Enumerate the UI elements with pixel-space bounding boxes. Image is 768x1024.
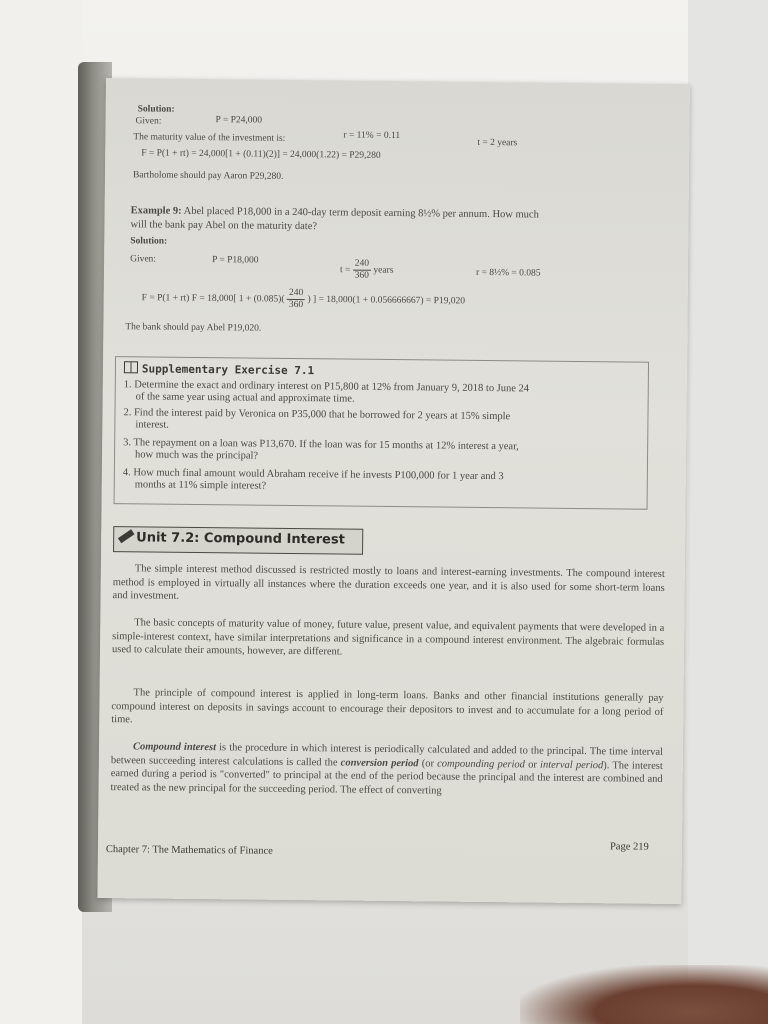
compound-formula	[142, 286, 466, 312]
exercise-item-cont: months at 11% simple interest?	[134, 479, 267, 492]
chapter-footer: Chapter 7: The Mathematics of Finance	[105, 844, 273, 857]
term-interval-period: interval period	[539, 759, 604, 771]
term-compound-interest: Compound interest	[132, 741, 217, 754]
given-rate: r = 11% = 0.11	[343, 130, 401, 142]
formula-part-a: F = P(1 + rt) F = 18,000[ 1 + (0.085)(	[141, 293, 285, 305]
solution-conclusion-2: The bank should pay Abel P19,020.	[125, 322, 262, 334]
page-number: Page 219	[609, 841, 649, 853]
solution-heading: Solution:	[137, 104, 175, 115]
unit-heading-box	[113, 526, 363, 555]
supplementary-title	[124, 361, 314, 377]
background-right	[688, 0, 768, 1024]
given-principal: P = P24,000	[215, 115, 263, 126]
paragraph-4-text-c: or	[524, 758, 541, 771]
supplementary-exercise-box	[114, 356, 650, 510]
formula-fraction	[287, 288, 305, 311]
exercise-item: 1. Determine the exact and ordinary interest on P15,800 at 12% from January 9, 2018 to June 24	[123, 379, 530, 395]
term-conversion-period: conversion period	[340, 756, 419, 769]
time-numerator: 240	[353, 259, 371, 271]
maturity-formula: F = P(1 + rt) = 24,000[1 + (0.11)(2)] = 24,000(1.22) = P29,280	[141, 148, 381, 161]
paragraph-2: The basic concepts of maturity value of money, future value, present value, and equivalent payments that were developed in a simple-interest context, have similar interpretations and significance in a compound interest environment. The algebraic formulas used to calculate their amounts, however, are different.	[111, 617, 665, 658]
example-text-line2: will the bank pay Abel on the maturity date?	[130, 219, 318, 233]
solution-conclusion: Bartholome should pay Aaron P29,280.	[132, 170, 284, 182]
given-time-2	[340, 258, 394, 282]
pencil-icon	[118, 529, 135, 543]
given-label: Given:	[135, 116, 162, 127]
paragraph-4-text-d: ). The interest earned during a period is "converted" to principal at the end of the period because the principal and the interest are combined and treated as the new principal for the succeeding period. The effect of converting	[110, 759, 663, 797]
exercise-item-cont: how much was the principal?	[134, 449, 259, 462]
time-prefix: t =	[339, 265, 351, 276]
example-label: Example 9:	[130, 205, 182, 217]
exercise-item-cont: interest.	[135, 419, 169, 431]
paragraph-4-text-b: (or	[418, 757, 438, 770]
unit-title: Unit 7.2: Compound Interest	[136, 530, 345, 548]
maturity-text: The maturity value of the investment is:	[133, 132, 286, 144]
exercise-item: 3. The repayment on a loan was P13,670. If the loan was for 15 months at 12% interest a year,	[123, 437, 519, 453]
given-label-2: Given:	[130, 254, 157, 265]
example-9-text	[130, 204, 670, 238]
given-rate-2: r = 8½% = 0.085	[475, 267, 541, 279]
time-suffix: years	[373, 265, 394, 276]
book-page	[97, 78, 690, 904]
paragraph-4	[111, 740, 664, 800]
exercise-item-cont: of the same year using actual and approximate time.	[135, 391, 355, 405]
background-left	[0, 0, 82, 1024]
solution-heading-2: Solution:	[130, 236, 168, 247]
supplementary-title-text: Supplementary Exercise 7.1	[141, 362, 315, 378]
term-compounding-period: compounding period	[437, 758, 525, 770]
time-denominator: 360	[354, 270, 369, 281]
example-text-line1: Abel placed P18,000 in a 240-day term deposit earning 8½% per annum. How much	[183, 205, 539, 221]
given-principal-2: P = P18,000	[212, 255, 259, 266]
book-icon	[124, 361, 138, 373]
paragraph-1: The simple interest method discussed is restricted mostly to loans and interest-earning investments. The compound interest method is employed in virtually all instances where the duration exceeds one year, and it is also used for some short-term loans and investment.	[112, 563, 665, 602]
formula-denominator: 360	[288, 299, 304, 311]
exercise-item: 2. Find the interest paid by Veronica on P35,000 that he borrowed for 2 years at 15% simple	[123, 407, 511, 423]
paragraph-3: The principle of compound interest is applied in long-term loans. Banks and other financial institutions generally pay compound interest on deposits in savings account to encourage their depositors to invest and to accumulate for a long period of time.	[111, 687, 664, 726]
formula-part-b: ) ] = 18,000(1 + 0.056666667) = P19,020	[307, 294, 466, 307]
given-time: t = 2 years	[477, 137, 518, 149]
paragraph-4-text-a: is the procedure in which interest is periodically calculated and added to the principal. The time interval between succeeding interest calculations is called the	[110, 742, 664, 768]
hand-shadow	[520, 965, 768, 1024]
formula-numerator: 240	[287, 288, 305, 300]
time-fraction	[353, 259, 371, 282]
exercise-item: 4. How much final amount would Abraham receive if he invests P100,000 for 1 year and 3	[122, 467, 504, 483]
